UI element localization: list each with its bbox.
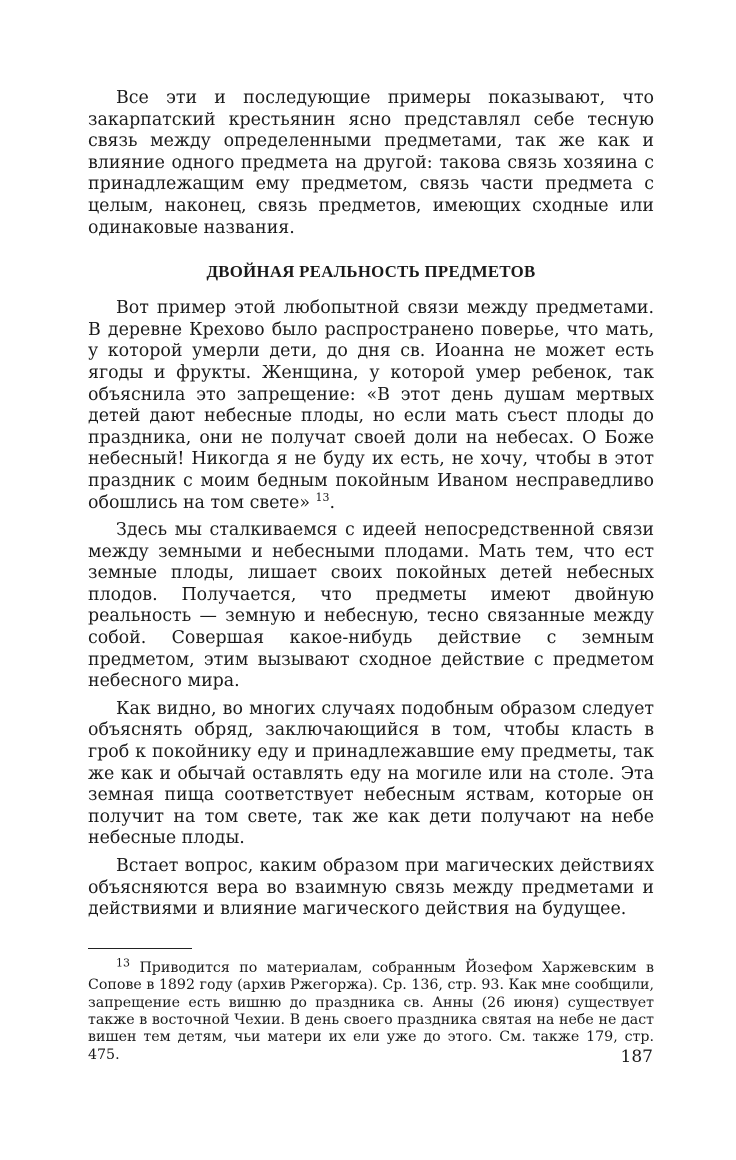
footnote-text: Приводится по материалам, собранным Йозефом Харжевским в Сопове в 1892 году (архив Ржегоржа). Ср. 136, стр. 93. Как мне сообщили, запрещение есть вишню до праздника св. Анны (26 июня) существует также в восточной Чехии. В день своего праздника святая на небе не даст вишен тем детям, чьи матери их ели уже до этого. См. также 179, стр. 475. — [88, 959, 655, 1063]
paragraph-rites: Как видно, во многих случаях подобным образом следует объяснять обряд, заключающийся в том, чтобы класть в гроб к покойнику еду и принадлежавшие ему предметы, так же как и обычай оставлять еду на могиле или на столе. Эта земная пища соответствует небесным яствам, которые он получит на том свете, так же как дети получают на небе небесные плоды. — [88, 698, 654, 849]
footnote-reference: 13 — [315, 490, 330, 504]
paragraph-example — [88, 298, 654, 514]
footnote-number: 13 — [116, 956, 130, 970]
footnote — [88, 956, 655, 1064]
footnote-reference-end: . — [329, 492, 336, 513]
paragraph-explanation: Здесь мы сталкиваемся с идеей непосредственной связи между земными и небесными плодами. Мать тем, что ест земные плоды, лишает своих покойных детей небесных плодов. Получается, что предметы имеют двойную реальность — земную и небесную, тесно связанные между собой. Совершая какое-нибудь действие с земным предметом, этим вызывают сходное действие с предметом небесного мира. — [88, 520, 654, 692]
page-body — [88, 88, 654, 1064]
section-heading: ДВОЙНАЯ РЕАЛЬНОСТЬ ПРЕДМЕТОВ — [206, 262, 536, 282]
page-number: 187 — [620, 1047, 653, 1067]
paragraph-question: Встает вопрос, каким образом при магических действиях объясняются вера во взаимную связь между предметами и действиями и влияние магического действия на будущее. — [88, 856, 654, 920]
paragraph-intro: Все эти и последующие примеры показывают, что закарпатский крестьянин ясно представлял себе тесную связь между определенными предметами, так же как и влияние одного предмета на другой: такова связь хозяина с принадлежащим ему предметом, связь части предмета с целым, наконец, связь предметов, имеющих сходные или одинаковые названия. — [88, 88, 654, 238]
paragraph-example-text: Вот пример этой любопытной связи между предметами. В деревне Крехово было распространено поверье, что мать, у которой умерли дети, до дня св. Иоанна не может есть ягоды и фрукты. Женщина, у которой умер ребенок, так объяснила это запрещение: «В этот день душам мертвых детей дают небесные плоды, но если мать съест плоды до праздника, они не получат своей доли на небесах. О Боже небесный! Никогда я не буду их есть, не хочу, чтобы в этот праздник с моим бедным покойным Иваном несправедливо обошлись на том свете» — [88, 298, 654, 513]
